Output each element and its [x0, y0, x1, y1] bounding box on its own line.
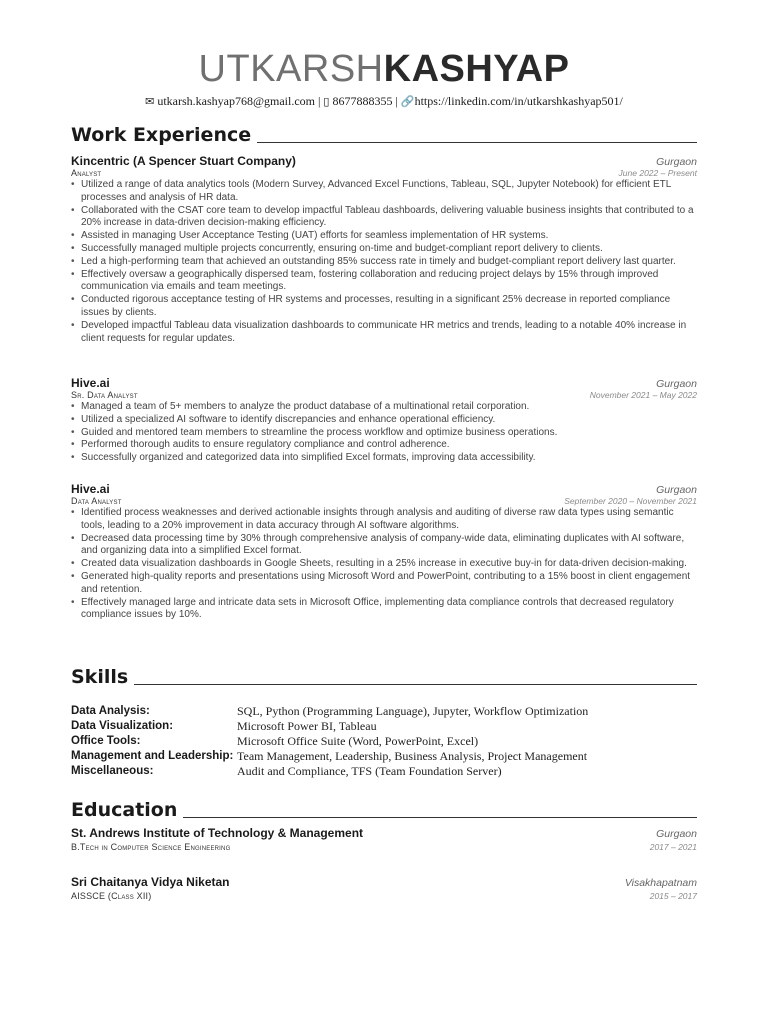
job-location: Gurgaon	[656, 156, 697, 168]
section-work-experience	[71, 124, 697, 146]
link-icon: 🔗	[400, 95, 415, 108]
institution-location: Gurgaon	[656, 828, 697, 840]
job-dates: September 2020 – November 2021	[564, 496, 697, 506]
job-title: Data Analyst	[71, 496, 122, 506]
section-title: Skills	[71, 666, 129, 688]
experience-entry	[71, 482, 697, 622]
education-entry	[71, 875, 697, 901]
skills-table	[71, 704, 697, 779]
education-dates: 2017 – 2021	[649, 842, 697, 852]
phone-icon: ▯	[323, 95, 330, 108]
education-entry	[71, 826, 697, 852]
list-item: • Utilized a specialized AI software to identify discrepancies and enhance operational efficiency.	[81, 414, 697, 427]
skill-category: Management and Leadership:	[71, 750, 234, 762]
email-link[interactable]: utkarsh.kashyap768@gmail.com	[157, 94, 315, 108]
separator: |	[318, 94, 321, 108]
list-item: • Managed a team of 5+ members to analyze the product database of a multinational retail corporation.	[81, 401, 697, 414]
skill-row	[71, 704, 697, 719]
list-item: • Effectively managed large and intricate data sets in Microsoft Office, implementing data compliance controls that decreased regulatory compliance issues by 10%.	[81, 597, 697, 623]
skill-category: Data Analysis:	[71, 705, 150, 717]
job-title: Analyst	[71, 168, 102, 178]
skill-list: Microsoft Power BI, Tableau	[237, 719, 377, 733]
experience-entry	[71, 154, 697, 345]
responsibility-list	[71, 507, 697, 622]
company-name: Hive.ai	[71, 376, 110, 390]
skill-category: Office Tools:	[71, 735, 141, 747]
job-location: Gurgaon	[656, 378, 697, 390]
section-divider	[134, 684, 697, 685]
list-item: • Utilized a range of data analytics tools (Modern Survey, Advanced Excel Functions, Tableau, SQL, Jupyter Notebook) for efficient ETL processes and analysis of HR data.	[81, 179, 697, 205]
degree-title: B.Tech in Computer Science Engineering	[71, 842, 231, 852]
list-item: • Generated high-quality reports and presentations using Microsoft Word and PowerPoint, contributing to a 15% boost in client engagement and retention.	[81, 571, 697, 597]
skill-category: Data Visualization:	[71, 720, 174, 732]
section-title: Work Experience	[71, 124, 252, 146]
section-divider	[183, 817, 697, 818]
responsibility-list	[71, 179, 697, 345]
job-dates: November 2021 – May 2022	[589, 390, 697, 400]
list-item: • Successfully managed multiple projects concurrently, ensuring on-time and budget-compliant report delivery to clients.	[81, 243, 697, 256]
list-item: • Decreased data processing time by 30% through comprehensive analysis of company-wide data, eliminating duplicates with AI software, and organizing data into a simplified Excel format.	[81, 533, 697, 559]
list-item: • Performed thorough audits to ensure regulatory compliance and control adherence.	[81, 439, 697, 452]
skill-row	[71, 764, 697, 779]
skill-list: Team Management, Leadership, Business Analysis, Project Management	[237, 749, 588, 763]
company-name: Kincentric (A Spencer Stuart Company)	[71, 154, 296, 168]
institution-location: Visakhapatnam	[624, 877, 697, 889]
company-name: Hive.ai	[71, 482, 110, 496]
responsibility-list	[71, 401, 697, 465]
job-location: Gurgaon	[656, 484, 697, 496]
linkedin-link[interactable]: https://linkedin.com/in/utkarshkashyap501/	[414, 94, 623, 108]
skill-row	[71, 749, 697, 764]
separator: |	[395, 94, 398, 108]
skill-row	[71, 734, 697, 749]
section-skills	[71, 666, 697, 688]
contact-line	[0, 94, 768, 109]
list-item: • Conducted rigorous acceptance testing of HR systems and processes, resulting in a significant 25% decrease in reported compliance issues by clients.	[81, 294, 697, 320]
phone-number[interactable]: 8677888355	[332, 94, 393, 108]
list-item: • Successfully organized and categorized data into simplified Excel formats, improving data accessibility.	[81, 452, 697, 465]
degree-title: AISSCE (Class XII)	[71, 891, 152, 901]
list-item: • Guided and mentored team members to streamline the process workflow and optimize business operations.	[81, 427, 697, 440]
list-item: • Identified process weaknesses and derived actionable insights through analysis and auditing of diverse raw data types using semantic tools, leading to a 20% improvement in data accuracy through AI software algorithms.	[81, 507, 697, 533]
candidate-name	[0, 46, 768, 92]
section-education	[71, 799, 697, 821]
section-divider	[257, 142, 697, 143]
list-item: • Assisted in managing User Acceptance Testing (UAT) efforts for seamless implementation of HR systems.	[81, 230, 697, 243]
experience-entry	[71, 376, 697, 465]
last-name: KASHYAP	[383, 48, 570, 90]
institution-name: Sri Chaitanya Vidya Niketan	[71, 875, 230, 889]
skill-list: Microsoft Office Suite (Word, PowerPoint, Excel)	[237, 734, 479, 748]
list-item: • Created data visualization dashboards in Google Sheets, resulting in a 25% increase in executive buy-in for data-driven decision-making.	[81, 558, 697, 571]
list-item: • Led a high-performing team that achieved an outstanding 85% success rate in timely and budget-compliant report delivery last quarter.	[81, 256, 697, 269]
list-item: • Developed impactful Tableau data visualization dashboards to communicate HR metrics and trends, leading to a notable 40% increase in client requests for regular updates.	[81, 320, 697, 346]
education-dates: 2015 – 2017	[649, 891, 697, 901]
envelope-icon: ✉	[145, 95, 155, 108]
skill-list: SQL, Python (Programming Language), Jupyter, Workflow Optimization	[237, 704, 589, 718]
list-item: • Effectively oversaw a geographically dispersed team, fostering collaboration and reducing project delays by 15% through improved communication via emails and team meetings.	[81, 269, 697, 295]
skill-list: Audit and Compliance, TFS (Team Foundation Server)	[237, 764, 502, 778]
section-title: Education	[71, 799, 178, 821]
list-item: • Collaborated with the CSAT core team to develop impactful Tableau dashboards, delivering valuable business insights that contributed to a 20% increase in data-driven decision-making efficiency.	[81, 205, 697, 231]
job-dates: June 2022 – Present	[618, 168, 697, 178]
first-name: UTKARSH	[198, 48, 384, 90]
skill-category: Miscellaneous:	[71, 765, 154, 777]
institution-name: St. Andrews Institute of Technology & Management	[71, 826, 364, 840]
job-title: Sr. Data Analyst	[71, 390, 138, 400]
skill-row	[71, 719, 697, 734]
